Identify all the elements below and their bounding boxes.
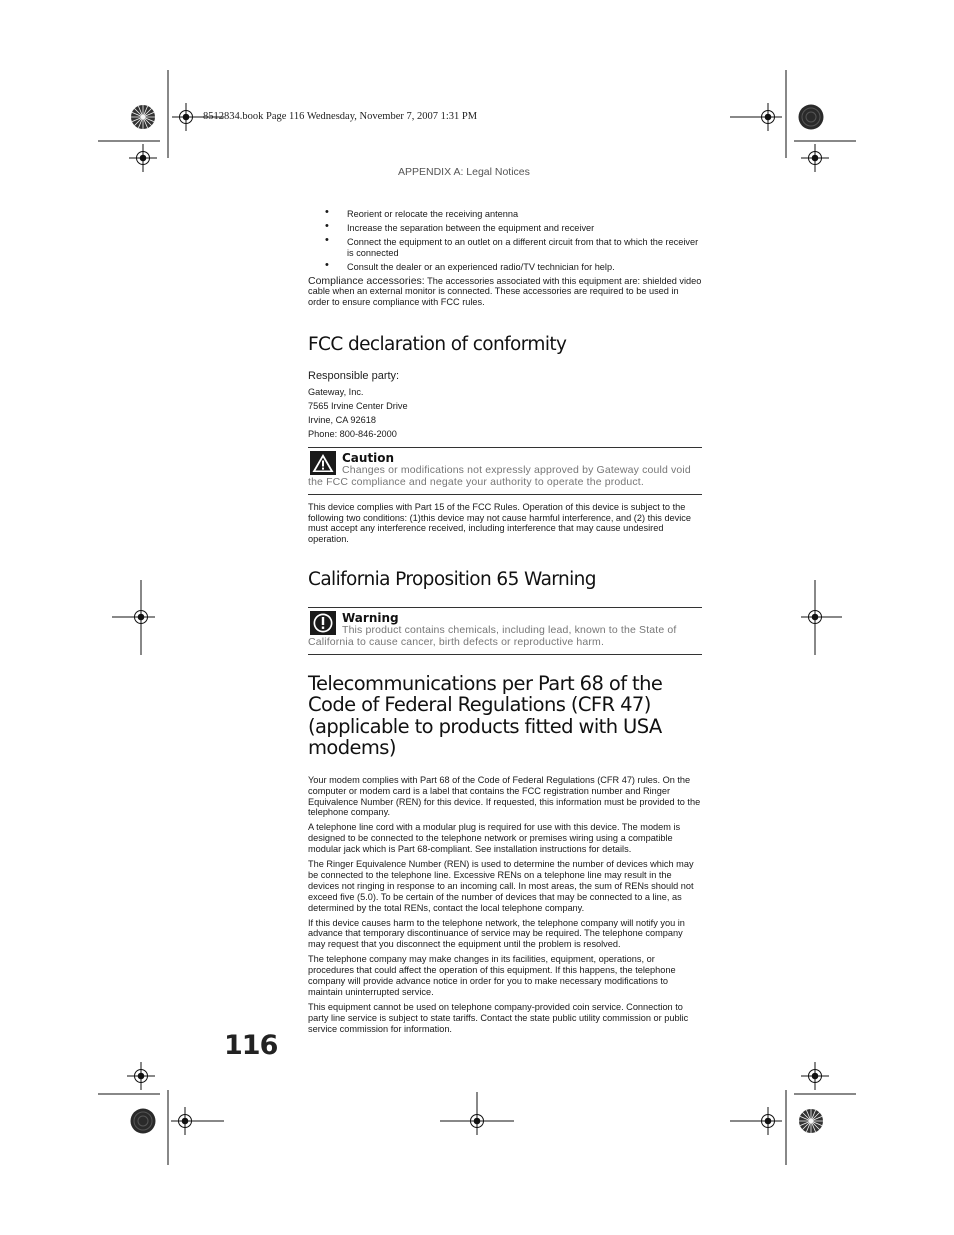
prop65-heading: California Proposition 65 Warning	[308, 569, 596, 591]
bullet-icon: •	[325, 258, 329, 271]
warning-triangle-icon	[310, 451, 336, 475]
caution-title: Caution	[342, 451, 395, 466]
bullet-icon: •	[325, 219, 329, 232]
bullet-icon: •	[325, 206, 329, 218]
warning-text: This product contains chemicals, including lead, known to the State of California to cause cancer, birth defects or reproductive harm.	[308, 624, 677, 648]
telecom-paragraph: A telephone line cord with a modular plug is required for use with this device. The modem is designed to be connected to the telephone network or premises wiring using a compatible modular jack which is Part 68-compliant. See installation instructions for details.	[308, 822, 681, 855]
telecom-heading: Telecommunications per Part 68 of the Code of Federal Regulations (CFR 47) (applicable to products fitted with USA modems)	[308, 671, 663, 760]
caution-text: Changes or modifications not expressly approved by Gateway could void the FCC compliance and negate your authority to operate the product.	[308, 464, 691, 488]
address-line: 7565 Irvine Center Drive	[308, 401, 408, 412]
bullet-list	[308, 206, 702, 273]
telecom-paragraph: This equipment cannot be used on telephone company-provided coin service. Connection to party line service is subject to state tariffs. Contact the state public utility commission or public service commission for information.	[308, 1001, 689, 1034]
warning-box	[308, 607, 702, 654]
telecom-paragraph: The Ringer Equivalence Number (REN) is used to determine the number of devices which may be connected to the telephone line. Excessive RENs on a telephone line may result in the devices not ringing in response to an incoming call. In most areas, the sum of RENs should not exceed five (5.0). To be certain of the number of devices that may be connected to a line, as determined by the total RENs, contact the local telephone company.	[308, 859, 694, 913]
list-item: • Increase the separation between the equipment and receiver	[325, 219, 595, 233]
caution-box	[308, 447, 702, 494]
list-item: • Consult the dealer or an experienced radio/TV technician for help.	[325, 258, 615, 272]
telecom-paragraph: If this device causes harm to the telephone network, the telephone company will notify you in advance that temporary discontinuance of service may be required. The telephone company may request that you disconnect the equipment until the problem is resolved.	[308, 917, 685, 950]
telecom-body	[308, 775, 702, 1035]
compliance-text: The accessories associated with this equipment are: shielded video cable when an external monitor is connected. These accessories are required to be used in order to ensure compliance with FCC rules.	[308, 275, 702, 308]
page-content	[308, 206, 702, 1039]
address-line: Phone: 800-846-2000	[308, 429, 397, 440]
page-number: 116	[224, 1030, 278, 1061]
telecom-paragraph: Your modem complies with Part 68 of the Code of Federal Regulations (CFR 47) rules. On the computer or modem card is a label that contains the FCC registration number and Ringer Equivalence Number (REN) for this device. If requested, this information must be provided to the telephone company.	[308, 774, 701, 818]
compliance-label: Compliance accessories:	[308, 274, 425, 287]
running-header: APPENDIX A: Legal Notices	[398, 166, 530, 178]
fcc-heading: FCC declaration of conformity	[308, 334, 567, 356]
address-line: Irvine, CA 92618	[308, 415, 376, 426]
bullet-icon: •	[325, 233, 329, 246]
responsible-party-label: Responsible party:	[308, 370, 400, 383]
part15-paragraph: This device complies with Part 15 of the FCC Rules. Operation of this device is subject to the following two conditions: (1)this device may not cause harmful interference, and (2) this device must accept any interference received, including interference that may cause undesired operation.	[308, 501, 691, 545]
telecom-paragraph: The telephone company may make changes in its facilities, equipment, operations, or procedures that could affect the operation of this equipment. If this happens, the telephone company will provide advance notice in order for you to make necessary modifications to maintain uninterrupted service.	[308, 954, 676, 997]
warning-title: Warning	[342, 611, 399, 626]
print-slug: 8512834.book Page 116 Wednesday, November 7, 2007 1:31 PM	[203, 111, 478, 122]
list-item: • Reorient or relocate the receiving antenna	[325, 206, 519, 219]
list-item: • Connect the equipment to an outlet on a different circuit from that to which the receiver is connected	[325, 233, 699, 258]
address-block	[308, 385, 702, 441]
exclamation-circle-icon	[310, 611, 336, 635]
compliance-paragraph	[308, 276, 702, 309]
address-line: Gateway, Inc.	[308, 387, 364, 398]
